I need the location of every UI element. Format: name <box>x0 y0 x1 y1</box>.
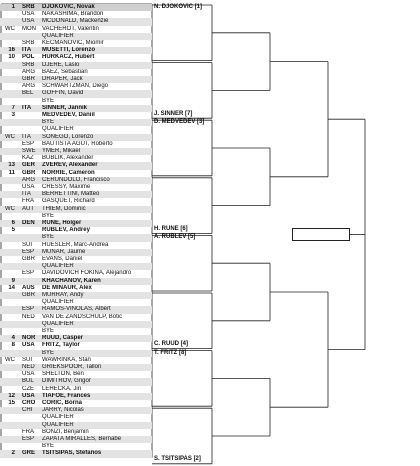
draw-row <box>0 148 152 155</box>
draw-row <box>0 256 152 263</box>
player-name: DE MINAUR, Alex <box>42 284 92 291</box>
country-code: CRO <box>22 400 36 406</box>
draw-row <box>0 335 152 342</box>
seed-label: WC <box>5 205 15 212</box>
draw-row <box>0 54 152 61</box>
country-code: NOR <box>22 335 36 342</box>
country-code: ESP <box>22 140 35 147</box>
draw-row <box>0 436 152 443</box>
draw-row <box>0 177 152 184</box>
draw-row <box>0 162 152 169</box>
country-code: DEN <box>22 220 35 226</box>
player-name: VACHEROT, Valentin <box>42 25 99 32</box>
draw-row <box>0 242 152 249</box>
seed-label: 7 <box>11 104 15 111</box>
draw-row <box>0 76 152 83</box>
draw-row <box>0 321 152 328</box>
draw-row <box>0 299 152 306</box>
player-name: RAMOS-VINOLAS, Albert <box>42 306 111 313</box>
player-name: MEDVEDEV, Daniil <box>42 112 95 118</box>
draw-row <box>0 429 152 436</box>
country-code: USA <box>22 11 35 18</box>
player-name: DJOKOVIC, Novak <box>42 4 95 10</box>
player-name: HUESLER, Marc-Andrea <box>42 241 109 248</box>
draw-row <box>0 386 152 393</box>
section-winner: J. SINNER [7] <box>154 110 193 117</box>
draw-row <box>0 119 152 126</box>
draw-row <box>0 357 152 364</box>
seed-label: 13 <box>8 162 15 169</box>
player-name: QUALIFIER <box>42 263 74 270</box>
country-code: USA <box>22 18 35 25</box>
player-name: MUNAR, Jaume <box>42 248 86 255</box>
player-name: BAUTISTA AGUT, Roberto <box>42 140 113 147</box>
country-code: SRB <box>22 61 35 68</box>
country-code: FRA <box>22 198 34 205</box>
player-name: SINNER, Jannik <box>42 104 88 111</box>
draw-row <box>0 40 152 47</box>
seed-label: 6 <box>11 220 15 226</box>
draw-row <box>0 234 152 241</box>
country-code: USA <box>22 184 35 190</box>
seed-label: 12 <box>8 392 15 399</box>
seed-label: 9 <box>11 277 15 284</box>
draw-row <box>0 314 152 321</box>
draw-row <box>0 263 152 270</box>
player-name: JARRY, Nicolas <box>42 407 84 414</box>
draw-row <box>0 206 152 213</box>
country-code: ESP <box>22 248 35 255</box>
player-name: HURKACZ, Hubert <box>42 54 95 61</box>
player-name: CERUNDOLO, Francisco <box>42 176 110 183</box>
player-name: ZAPATA MIRALLES, Bernabe <box>42 436 122 442</box>
player-name: SONEGO, Lorenzo <box>42 133 94 140</box>
draw-row <box>0 134 152 141</box>
draw-row <box>0 213 152 220</box>
country-code: BUL <box>22 378 34 385</box>
player-name: BYE <box>42 328 55 334</box>
draw-row <box>0 414 152 421</box>
section-winner: H. RUNE [6] <box>154 225 188 232</box>
seed-label: 10 <box>8 54 15 61</box>
country-code: KAZ <box>22 155 34 162</box>
country-code: USA <box>22 342 35 349</box>
draw-row <box>0 47 152 54</box>
section-winner: N. DJOKOVIC [1] <box>154 4 203 10</box>
seed-label: 1 <box>11 4 15 10</box>
draw-row <box>0 342 152 349</box>
player-name: QUALIFIER <box>42 414 74 421</box>
player-name: BYE <box>42 234 55 241</box>
section-winner: T. FRITZ [8] <box>154 349 187 356</box>
country-code: GRE <box>22 450 36 457</box>
country-code: GER <box>22 162 36 169</box>
country-code: NED <box>22 364 35 370</box>
player-name: THIEM, Dominic <box>42 205 86 212</box>
player-name: GOFFIN, David <box>42 90 84 97</box>
draw-row <box>0 18 152 25</box>
player-name: QUALIFIER <box>42 320 74 327</box>
draw-row <box>0 249 152 256</box>
country-code: GBR <box>22 169 36 176</box>
player-name: YMER, Mikael <box>42 148 81 154</box>
country-code: SUI <box>22 356 33 363</box>
seed-label: 4 <box>11 335 15 342</box>
section-winner: S. TSITSIPAS [2] <box>154 456 201 463</box>
draw-row <box>0 400 152 407</box>
player-name: GASQUET, Richard <box>42 198 95 205</box>
country-code: ITA <box>22 47 32 54</box>
country-code: ITA <box>22 104 32 111</box>
player-name: KECMANOVIC, Miomir <box>42 40 104 46</box>
player-name: QUALIFIER <box>42 32 74 39</box>
country-code: ARG <box>22 68 36 75</box>
player-name: QUALIFIER <box>42 421 74 428</box>
country-code: ITA <box>22 133 31 140</box>
country-code: SWE <box>22 148 36 154</box>
draw-row <box>0 292 152 299</box>
country-code: ITA <box>22 191 31 198</box>
draw-row <box>0 306 152 313</box>
draw-row <box>0 4 152 11</box>
draw-row <box>0 62 152 69</box>
country-code: ESP <box>22 306 35 313</box>
seed-label: 5 <box>11 227 15 234</box>
country-code: AUS <box>22 284 35 291</box>
country-code: FRA <box>22 428 34 435</box>
seed-label: 3 <box>11 112 15 118</box>
player-name: GRIEKSPOOR, Tallon <box>42 364 102 370</box>
player-name: NORRIE, Cameron <box>42 169 95 176</box>
country-code: GBR <box>22 292 36 298</box>
player-name: BYE <box>42 119 55 126</box>
player-name: RUUD, Casper <box>42 335 84 342</box>
country-code: USA <box>22 392 35 399</box>
player-name: BYE <box>42 443 55 450</box>
section-winner: D. MEDVEDEV [3] <box>154 119 205 126</box>
player-name: MUSETTI, Lorenzo <box>42 47 95 54</box>
player-name: BERRETTINI, Matteo <box>42 191 100 198</box>
player-name: BYE <box>42 212 55 219</box>
draw-row <box>0 407 152 414</box>
draw-row <box>0 126 152 133</box>
draw-row <box>0 191 152 198</box>
country-code: GBR <box>22 256 36 262</box>
seed-label: 8 <box>11 342 15 349</box>
player-name: SHELTON, Ben <box>42 371 84 378</box>
draw-row <box>0 443 152 450</box>
draw-row <box>0 393 152 400</box>
country-code: ESP <box>22 436 35 442</box>
draw-row <box>0 328 152 335</box>
draw-row <box>0 450 152 457</box>
draw-row <box>0 155 152 162</box>
player-name: DRAPER, Jack <box>42 76 83 82</box>
champion-box <box>292 228 350 241</box>
player-name: DAVIDOVICH FOKINA, Alejandro <box>42 270 132 277</box>
player-name: DIMITROV, Grigor <box>42 378 91 385</box>
draw-row <box>0 184 152 191</box>
country-code: USA <box>22 371 35 378</box>
player-name: QUALIFIER <box>42 126 74 133</box>
country-code: AUT <box>22 205 34 212</box>
country-code: BEL <box>22 90 34 97</box>
player-name: SCHWARTZMAN, Diego <box>42 83 109 90</box>
country-code: SRB <box>22 40 35 46</box>
player-name: LEHECKA, Jiri <box>42 385 82 392</box>
country-code: NED <box>22 313 35 320</box>
country-code: POL <box>22 54 35 61</box>
seed-label: 15 <box>8 400 15 406</box>
player-name: BAEZ, Sebastian <box>42 68 88 75</box>
seed-label: WC <box>5 356 15 363</box>
seed-label: 11 <box>8 169 15 176</box>
player-name: FRITZ, Taylor <box>42 342 80 349</box>
seed-label: 16 <box>8 47 15 54</box>
country-code: CZE <box>22 385 34 392</box>
draw-row <box>0 278 152 285</box>
draw-row <box>0 112 152 119</box>
draw-row <box>0 422 152 429</box>
player-name: BUBLIK, Alexander <box>42 155 94 162</box>
draw-row <box>0 378 152 385</box>
draw-row <box>0 364 152 371</box>
country-code: GBR <box>22 76 36 82</box>
country-code: SRB <box>22 4 35 10</box>
player-name: ZVEREV, Alexander <box>42 162 98 169</box>
player-name: TIAFOE, Frances <box>42 392 91 399</box>
draw-row <box>0 69 152 76</box>
player-name: NAKASHIMA, Brandon <box>42 11 104 18</box>
player-name: VAN DE ZANDSCHULP, Botic <box>42 313 123 320</box>
country-code: ARG <box>22 83 36 90</box>
draw-row <box>0 285 152 292</box>
draw-row <box>0 170 152 177</box>
country-code: SUI <box>22 241 33 248</box>
player-name: BONZI, Benjamin <box>42 428 89 435</box>
player-name: RUBLEV, Andrey <box>42 227 90 234</box>
player-name: WAWRINKA, Stan <box>42 356 91 363</box>
country-code: ESP <box>22 270 35 277</box>
seed-label: 2 <box>11 450 15 457</box>
draw-row <box>0 371 152 378</box>
draw-row <box>0 141 152 148</box>
player-name: BYE <box>42 349 55 356</box>
player-name: DJERE, Laslo <box>42 61 80 68</box>
draw-row <box>0 11 152 18</box>
seed-label: WC <box>5 25 15 32</box>
draw-row <box>0 90 152 97</box>
country-code: ARG <box>22 176 36 183</box>
player-name: MURRAY, Andy <box>42 292 84 298</box>
draw-row <box>0 220 152 227</box>
draw-row <box>0 227 152 234</box>
section-winner: A. RUBLEV [5] <box>154 234 196 241</box>
draw-row <box>0 83 152 90</box>
seed-label: WC <box>5 133 15 140</box>
player-name: BYE <box>42 97 55 104</box>
draw-row <box>0 98 152 105</box>
draw-row <box>0 33 152 40</box>
draw-row <box>0 26 152 33</box>
player-name: CORIC, Borna <box>42 400 83 406</box>
player-name: RUNE, Holger <box>42 220 82 226</box>
player-name: KHACHANOV, Karen <box>42 277 101 284</box>
draw-row <box>0 105 152 112</box>
player-name: MCDONALD, Mackenzie <box>42 18 109 25</box>
player-name: EVANS, Daniel <box>42 256 83 262</box>
player-name: CRESSY, Maxime <box>42 184 91 190</box>
section-winner: C. RUUD [4] <box>154 341 188 348</box>
country-code: MON <box>22 25 36 32</box>
player-name: TSITSIPAS, Stefanos <box>42 450 102 457</box>
draw-row <box>0 270 152 277</box>
player-name: QUALIFIER <box>42 299 74 306</box>
draw-row <box>0 350 152 357</box>
draw-row <box>0 198 152 205</box>
country-code: CHI <box>22 407 33 414</box>
seed-label: 14 <box>8 284 15 291</box>
